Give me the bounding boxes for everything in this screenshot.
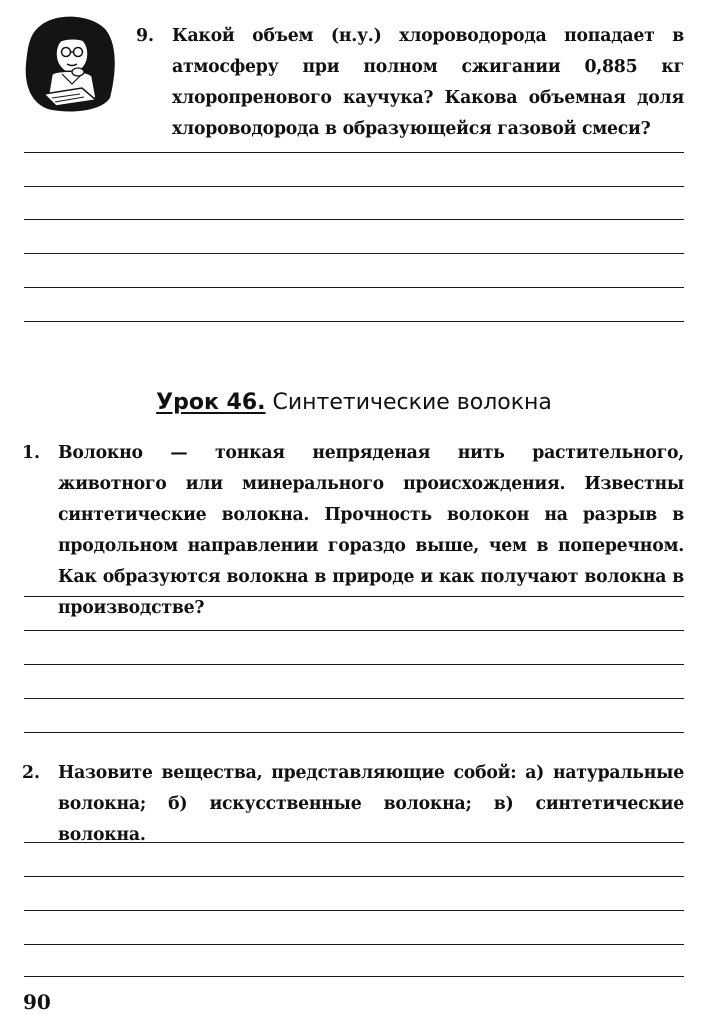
answer-line <box>24 596 684 597</box>
answer-line <box>24 152 684 153</box>
answer-line <box>24 664 684 665</box>
task-2-number: 2. <box>22 763 41 783</box>
answer-line <box>24 976 684 977</box>
answer-line <box>24 219 684 220</box>
answer-line <box>24 321 684 322</box>
answer-line <box>24 876 684 877</box>
answer-line <box>24 944 684 945</box>
answer-line <box>24 732 684 733</box>
task-1-number: 1. <box>22 443 41 463</box>
answer-line <box>24 842 684 843</box>
answer-line <box>24 910 684 911</box>
lesson-number: Урок 46. <box>156 390 266 415</box>
answer-line <box>24 287 684 288</box>
answer-line <box>24 186 684 187</box>
task-9-text: Какой объем (н.у.) хлороводорода попадает в атмосферу при полном сжигании 0,885 кг хлоропренового каучука? Какова объемная доля хлороводорода в образующейся газовой смеси? <box>172 26 684 139</box>
task-9-number: 9. <box>136 26 155 46</box>
answer-line <box>24 253 684 254</box>
page-number: 90 <box>23 990 51 1014</box>
answer-line <box>24 630 684 631</box>
answer-line <box>24 698 684 699</box>
task-1-text: Волокно — тонкая непряденая нить растительного, животного или минерального происхождения. Известны синтетические волокна. Прочность волокон на разрыв в продольном направлении гораздо выше, чем в поперечном. Как образуются волокна в природе и как получают волокна в производстве? <box>58 443 684 618</box>
task-2-text: Назовите вещества, представляющие собой: а) натуральные волокна; б) искусственные волокна; в) синтетические волокна. <box>58 763 684 845</box>
thinking-student-icon <box>22 14 120 114</box>
lesson-title: Синтетические волокна <box>272 390 552 415</box>
lesson-heading <box>0 390 708 415</box>
